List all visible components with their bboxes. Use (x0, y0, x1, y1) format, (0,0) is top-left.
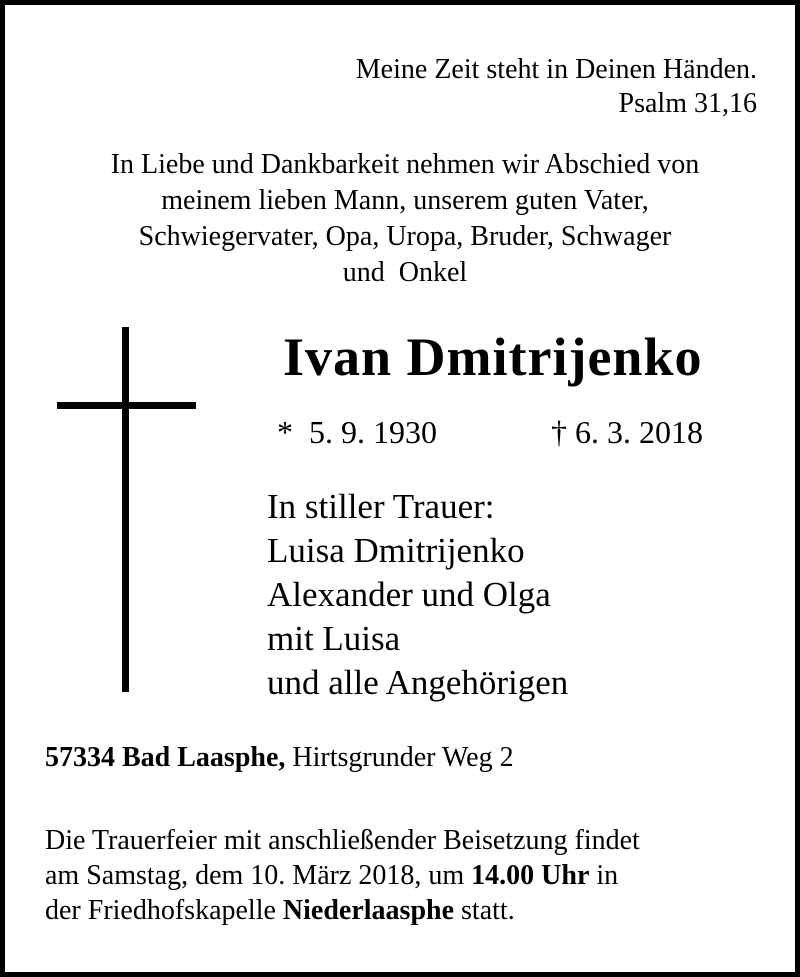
farewell-intro (5, 147, 800, 291)
service-date: am Samstag, dem 10. März 2018, um (45, 860, 472, 891)
mourner-name: mit Luisa (267, 619, 401, 658)
cross-icon-bar (57, 402, 196, 409)
intro-line: In Liebe und Dankbarkeit nehmen wir Abschied von (110, 149, 700, 180)
service-time: 14.00 Uhr (471, 860, 590, 891)
psalm-reference: Psalm 31,16 (618, 88, 757, 119)
mourner-name: Luisa Dmitrijenko (267, 531, 525, 570)
intro-line: meinem lieben Mann, unserem guten Vater, (161, 185, 649, 216)
mourner-name: Alexander und Olga (267, 575, 551, 614)
service-text: der Friedhofskapelle (45, 895, 283, 926)
intro-line: Schwiegervater, Opa, Uropa, Bruder, Schwager (138, 221, 672, 252)
address-city: 57334 Bad Laasphe, (45, 742, 286, 773)
service-text: in (589, 860, 619, 891)
psalm-quote (356, 53, 757, 121)
service-line (45, 893, 640, 928)
mourners-list (267, 485, 568, 705)
mourner-name: und alle Angehörigen (267, 663, 569, 702)
birth-date: * 5. 9. 1930 (277, 414, 437, 450)
death-date: † 6. 3. 2018 (551, 414, 703, 450)
funeral-service-info (45, 823, 640, 928)
address-street: Hirtsgrunder Weg 2 (285, 742, 514, 773)
intro-line: und Onkel (342, 257, 468, 288)
cross-icon (122, 327, 129, 692)
service-text: statt. (454, 895, 515, 926)
service-line (45, 858, 640, 893)
service-place: Niederlaasphe (282, 895, 455, 926)
mourners-heading: In stiller Trauer: (267, 487, 495, 526)
family-address (45, 740, 514, 776)
psalm-text: Meine Zeit steht in Deinen Händen. (355, 54, 757, 85)
service-line: Die Trauerfeier mit anschließender Beisetzung findet (45, 825, 640, 856)
deceased-name: Ivan Dmitrijenko (283, 327, 703, 387)
